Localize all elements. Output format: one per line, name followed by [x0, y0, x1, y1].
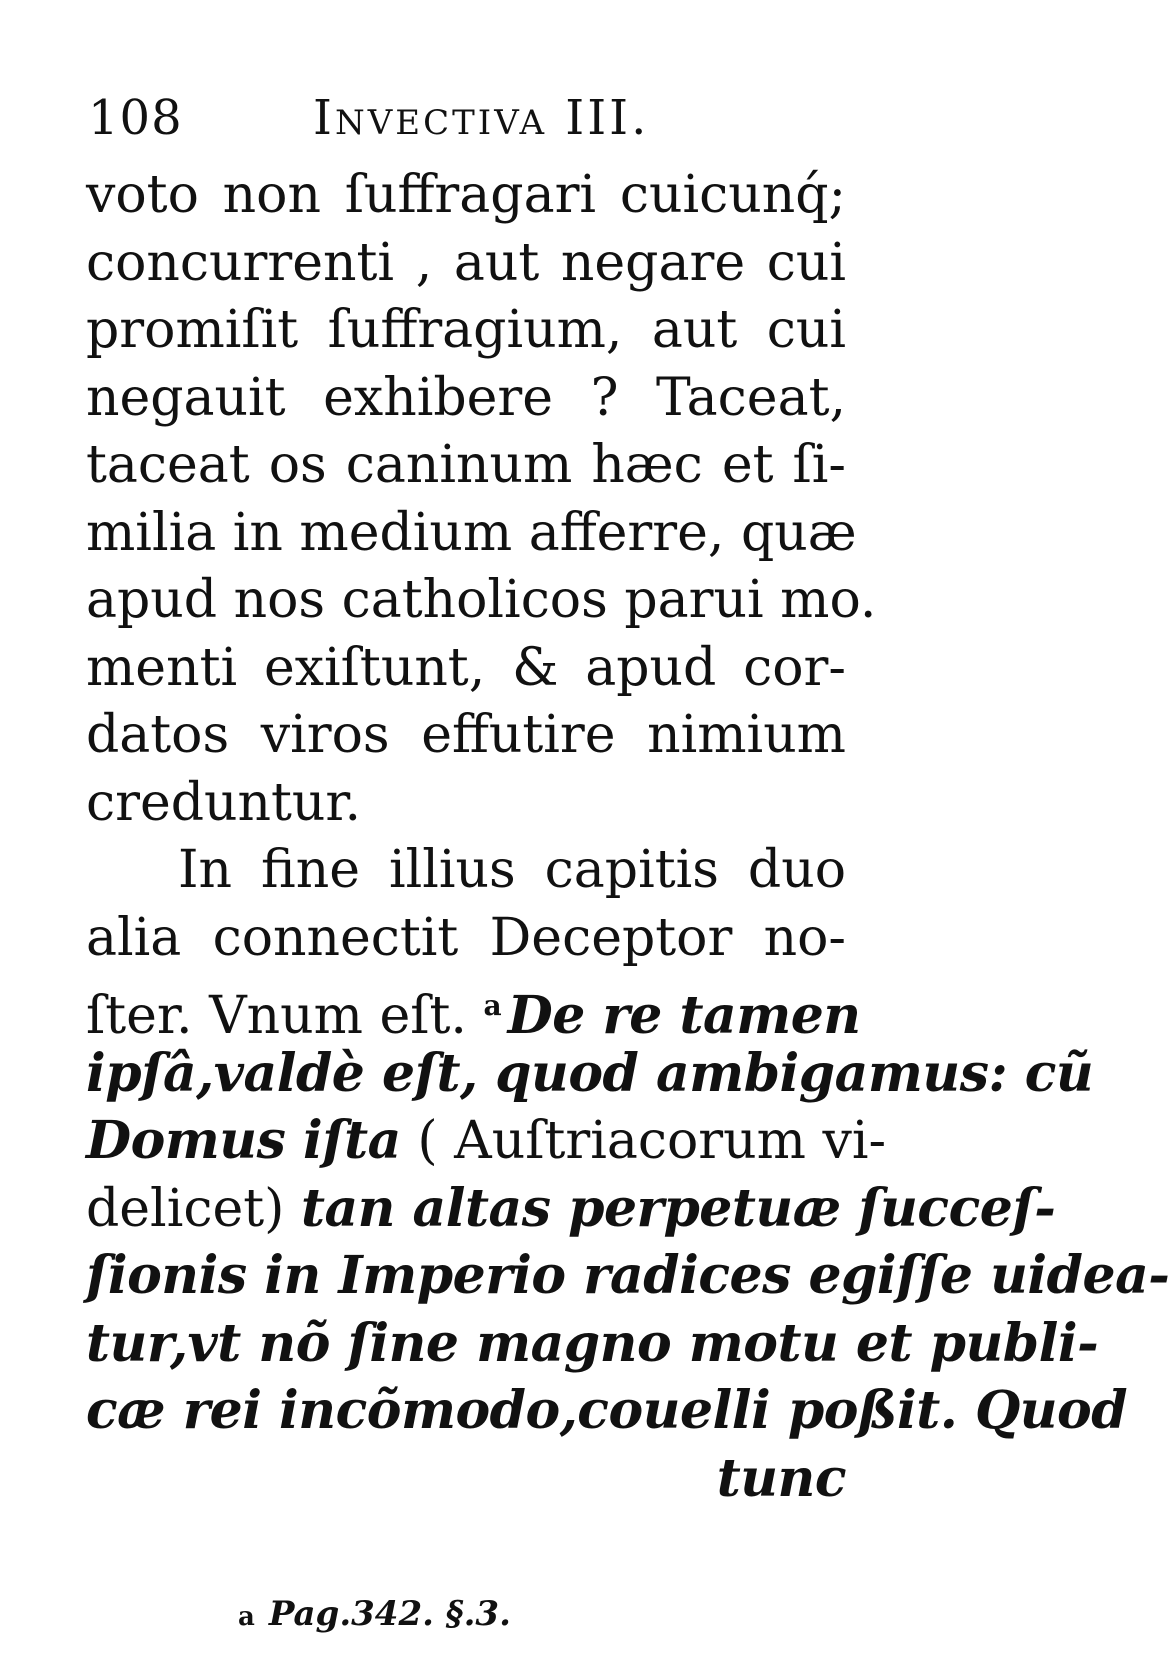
body-text [86, 162, 1169, 1512]
text-segment: ( Auſtriacorum vi- [417, 1111, 887, 1171]
quote-text: tan altas perpetuæ ſucceſ- [300, 1177, 1056, 1239]
text-line: promiſit ſuffragium, aut cui [86, 300, 846, 360]
text-line-with-quote-start [86, 972, 861, 1046]
text-line: creduntur. [86, 772, 362, 833]
page-header [88, 88, 848, 148]
text-line: menti exiſtunt, & apud cor- [86, 637, 846, 698]
text-line: apud nos catholicos parui mo. [86, 570, 877, 630]
quote-text: De re tamen [507, 985, 861, 1046]
running-title: Invectiva III. [313, 90, 650, 146]
mixed-line [86, 1175, 1056, 1243]
quote-line: tur,vt nõ ſine magno motu et publi- [86, 1312, 1099, 1374]
quote-line: ſionis in Imperio radices egiſſe uidea- [86, 1245, 1169, 1306]
page-number: 108 [88, 90, 183, 146]
text-line: negauit exhibere ? Taceat, [86, 367, 846, 428]
footnote [238, 1592, 511, 1639]
footnote-marker: a [238, 1602, 255, 1632]
text-line: datos viros effutire nimium [86, 705, 846, 765]
text-line: taceat os caninum hæc et ſi- [86, 435, 846, 495]
catchword: tunc [716, 1447, 846, 1509]
text-segment: delicet) [86, 1178, 285, 1239]
quote-line: cæ rei incõmodo,couelli poßit. Quod [86, 1380, 1128, 1441]
quote-text: Domus iſta [86, 1110, 401, 1171]
text-line: alia connectit Deceptor no- [86, 907, 846, 968]
mixed-line [86, 1107, 887, 1175]
footnote-marker: a [483, 989, 502, 1022]
text-line: milia in medium afferre, quæ [86, 502, 857, 563]
text-segment: ſter. Vnum eſt. [86, 986, 467, 1046]
footnote-text: Pag.342. §.3. [268, 1594, 511, 1634]
text-line: concurrenti , aut negare cui [86, 232, 846, 293]
text-line: voto non ſuffragari cuicunq́; [86, 165, 846, 225]
quote-line: ipſâ,valdè eſt, quod ambigamus: cũ [86, 1042, 1094, 1104]
paragraph-start-line: In fine illius capitis duo [178, 840, 846, 900]
